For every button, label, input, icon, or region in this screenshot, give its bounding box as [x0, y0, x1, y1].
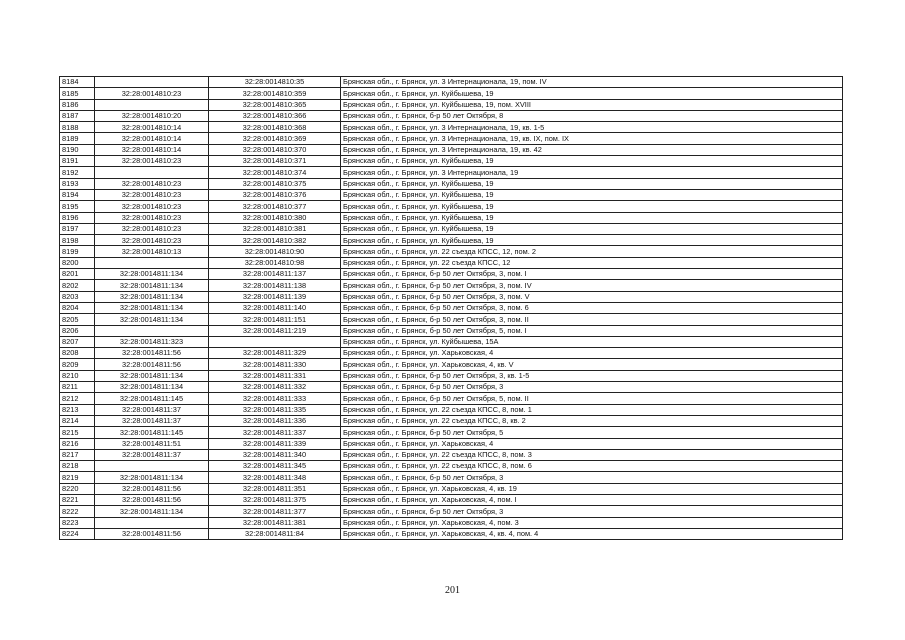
- row-number-cell: 8196: [60, 212, 95, 223]
- table-row: [60, 302, 843, 313]
- table-row: [60, 506, 843, 517]
- row-number-cell: 8214: [60, 415, 95, 426]
- table-row: [60, 438, 843, 449]
- address-cell: Брянская обл., г. Брянск, б-р 50 лет Октября, 3: [341, 382, 843, 393]
- row-number-cell: 8191: [60, 156, 95, 167]
- address-cell: Брянская обл., г. Брянск, ул. 22 съезда КПСС, 12: [341, 257, 843, 268]
- row-number-cell: 8212: [60, 393, 95, 404]
- address-cell: Брянская обл., г. Брянск, ул. 22 съезда КПСС, 8, кв. 2: [341, 415, 843, 426]
- row-number-cell: 8205: [60, 314, 95, 325]
- parcel-number-cell: [95, 99, 209, 110]
- row-number-cell: 8188: [60, 122, 95, 133]
- table-row: [60, 201, 843, 212]
- object-number-cell: 32:28:0014811:335: [209, 404, 341, 415]
- row-number-cell: 8204: [60, 302, 95, 313]
- address-cell: Брянская обл., г. Брянск, ул. 3 Интернационала, 19, пом. IV: [341, 77, 843, 88]
- table-row: [60, 88, 843, 99]
- address-cell: Брянская обл., г. Брянск, б-р 50 лет Октября, 8: [341, 110, 843, 121]
- row-number-cell: 8185: [60, 88, 95, 99]
- object-number-cell: 32:28:0014811:140: [209, 302, 341, 313]
- parcel-number-cell: [95, 517, 209, 528]
- parcel-number-cell: [95, 325, 209, 336]
- address-cell: Брянская обл., г. Брянск, б-р 50 лет Октября, 5, пом. II: [341, 393, 843, 404]
- object-number-cell: 32:28:0014811:381: [209, 517, 341, 528]
- object-number-cell: 32:28:0014811:351: [209, 483, 341, 494]
- table-row: [60, 257, 843, 268]
- row-number-cell: 8186: [60, 99, 95, 110]
- row-number-cell: 8218: [60, 461, 95, 472]
- object-number-cell: 32:28:0014811:340: [209, 449, 341, 460]
- object-number-cell: 32:28:0014810:365: [209, 99, 341, 110]
- address-cell: Брянская обл., г. Брянск, ул. Харьковская, 4, кв. 4, пом. 4: [341, 528, 843, 539]
- parcel-number-cell: 32:28:0014810:14: [95, 122, 209, 133]
- object-number-cell: 32:28:0014810:35: [209, 77, 341, 88]
- object-number-cell: 32:28:0014811:331: [209, 370, 341, 381]
- table-row: [60, 291, 843, 302]
- object-number-cell: 32:28:0014811:330: [209, 359, 341, 370]
- table-row: [60, 415, 843, 426]
- parcel-number-cell: 32:28:0014811:134: [95, 370, 209, 381]
- parcel-number-cell: 32:28:0014810:23: [95, 178, 209, 189]
- row-number-cell: 8201: [60, 269, 95, 280]
- object-number-cell: 32:28:0014810:380: [209, 212, 341, 223]
- row-number-cell: 8199: [60, 246, 95, 257]
- object-number-cell: 32:28:0014810:359: [209, 88, 341, 99]
- parcel-number-cell: 32:28:0014811:56: [95, 348, 209, 359]
- address-cell: Брянская обл., г. Брянск, б-р 50 лет Октября, 3: [341, 472, 843, 483]
- table-row: [60, 359, 843, 370]
- table-row: [60, 461, 843, 472]
- parcel-number-cell: 32:28:0014810:13: [95, 246, 209, 257]
- object-number-cell: 32:28:0014810:366: [209, 110, 341, 121]
- object-number-cell: 32:28:0014811:219: [209, 325, 341, 336]
- address-cell: Брянская обл., г. Брянск, ул. Куйбышева, 19: [341, 201, 843, 212]
- address-cell: Брянская обл., г. Брянск, ул. Куйбышева, 19, пом. XVIII: [341, 99, 843, 110]
- object-number-cell: 32:28:0014810:90: [209, 246, 341, 257]
- object-number-cell: 32:28:0014811:84: [209, 528, 341, 539]
- parcel-number-cell: 32:28:0014811:56: [95, 359, 209, 370]
- object-number-cell: [209, 336, 341, 347]
- row-number-cell: 8207: [60, 336, 95, 347]
- row-number-cell: 8209: [60, 359, 95, 370]
- row-number-cell: 8211: [60, 382, 95, 393]
- address-cell: Брянская обл., г. Брянск, ул. 22 съезда КПСС, 8, пом. 6: [341, 461, 843, 472]
- parcel-number-cell: 32:28:0014811:134: [95, 506, 209, 517]
- parcel-number-cell: 32:28:0014811:56: [95, 528, 209, 539]
- object-number-cell: 32:28:0014811:337: [209, 427, 341, 438]
- table-row: [60, 144, 843, 155]
- parcel-number-cell: 32:28:0014811:134: [95, 269, 209, 280]
- row-number-cell: 8206: [60, 325, 95, 336]
- table-row: [60, 77, 843, 88]
- table-row: [60, 223, 843, 234]
- object-number-cell: 32:28:0014810:375: [209, 178, 341, 189]
- address-cell: Брянская обл., г. Брянск, ул. 22 съезда КПСС, 8, пом. 1: [341, 404, 843, 415]
- table-row: [60, 494, 843, 505]
- parcel-number-cell: 32:28:0014811:37: [95, 404, 209, 415]
- table-row: [60, 370, 843, 381]
- row-number-cell: 8224: [60, 528, 95, 539]
- table-row: [60, 246, 843, 257]
- object-number-cell: 32:28:0014811:137: [209, 269, 341, 280]
- row-number-cell: 8210: [60, 370, 95, 381]
- address-cell: Брянская обл., г. Брянск, ул. Куйбышева, 19: [341, 235, 843, 246]
- address-cell: Брянская обл., г. Брянск, ул. Куйбышева, 19: [341, 88, 843, 99]
- object-number-cell: 32:28:0014811:339: [209, 438, 341, 449]
- parcel-number-cell: [95, 461, 209, 472]
- parcel-number-cell: 32:28:0014810:23: [95, 201, 209, 212]
- address-cell: Брянская обл., г. Брянск, б-р 50 лет Октября, 3, пом. V: [341, 291, 843, 302]
- object-number-cell: 32:28:0014811:329: [209, 348, 341, 359]
- table-body: [60, 77, 843, 540]
- table-row: [60, 472, 843, 483]
- parcel-number-cell: 32:28:0014811:51: [95, 438, 209, 449]
- table-row: [60, 178, 843, 189]
- object-number-cell: 32:28:0014810:368: [209, 122, 341, 133]
- object-number-cell: 32:28:0014811:138: [209, 280, 341, 291]
- table-row: [60, 449, 843, 460]
- parcel-number-cell: 32:28:0014811:56: [95, 494, 209, 505]
- table-row: [60, 348, 843, 359]
- row-number-cell: 8193: [60, 178, 95, 189]
- object-number-cell: 32:28:0014810:98: [209, 257, 341, 268]
- object-number-cell: 32:28:0014810:381: [209, 223, 341, 234]
- object-number-cell: 32:28:0014810:369: [209, 133, 341, 144]
- parcel-number-cell: 32:28:0014811:134: [95, 314, 209, 325]
- parcel-number-cell: 32:28:0014810:23: [95, 88, 209, 99]
- parcel-number-cell: 32:28:0014810:23: [95, 189, 209, 200]
- address-cell: Брянская обл., г. Брянск, ул. Куйбышева, 15А: [341, 336, 843, 347]
- parcel-number-cell: [95, 167, 209, 178]
- row-number-cell: 8220: [60, 483, 95, 494]
- parcel-number-cell: 32:28:0014811:37: [95, 415, 209, 426]
- row-number-cell: 8197: [60, 223, 95, 234]
- object-number-cell: 32:28:0014811:345: [209, 461, 341, 472]
- table-row: [60, 122, 843, 133]
- address-cell: Брянская обл., г. Брянск, ул. 22 съезда КПСС, 12, пом. 2: [341, 246, 843, 257]
- object-number-cell: 32:28:0014811:139: [209, 291, 341, 302]
- parcel-number-cell: 32:28:0014810:23: [95, 212, 209, 223]
- parcel-number-cell: 32:28:0014810:23: [95, 223, 209, 234]
- object-number-cell: 32:28:0014811:332: [209, 382, 341, 393]
- table-row: [60, 404, 843, 415]
- address-cell: Брянская обл., г. Брянск, б-р 50 лет Октября, 3: [341, 506, 843, 517]
- table-row: [60, 235, 843, 246]
- row-number-cell: 8208: [60, 348, 95, 359]
- row-number-cell: 8215: [60, 427, 95, 438]
- parcel-number-cell: 32:28:0014811:56: [95, 483, 209, 494]
- table-row: [60, 156, 843, 167]
- row-number-cell: 8219: [60, 472, 95, 483]
- address-cell: Брянская обл., г. Брянск, ул. Харьковская, 4: [341, 348, 843, 359]
- address-cell: Брянская обл., г. Брянск, ул. Куйбышева, 19: [341, 156, 843, 167]
- object-number-cell: 32:28:0014811:348: [209, 472, 341, 483]
- row-number-cell: 8192: [60, 167, 95, 178]
- address-cell: Брянская обл., г. Брянск, ул. Харьковская, 4, кв. 19: [341, 483, 843, 494]
- parcel-number-cell: 32:28:0014810:14: [95, 133, 209, 144]
- parcel-number-cell: 32:28:0014811:134: [95, 382, 209, 393]
- parcel-number-cell: 32:28:0014811:323: [95, 336, 209, 347]
- table-row: [60, 133, 843, 144]
- object-number-cell: 32:28:0014811:336: [209, 415, 341, 426]
- table-row: [60, 280, 843, 291]
- address-cell: Брянская обл., г. Брянск, ул. 3 Интернационала, 19: [341, 167, 843, 178]
- row-number-cell: 8202: [60, 280, 95, 291]
- row-number-cell: 8216: [60, 438, 95, 449]
- object-number-cell: 32:28:0014811:333: [209, 393, 341, 404]
- table-row: [60, 382, 843, 393]
- object-number-cell: 32:28:0014811:151: [209, 314, 341, 325]
- address-cell: Брянская обл., г. Брянск, ул. Куйбышева, 19: [341, 178, 843, 189]
- parcel-number-cell: 32:28:0014811:145: [95, 393, 209, 404]
- table-row: [60, 314, 843, 325]
- object-number-cell: 32:28:0014811:377: [209, 506, 341, 517]
- table-row: [60, 393, 843, 404]
- parcel-number-cell: 32:28:0014811:37: [95, 449, 209, 460]
- parcel-number-cell: 32:28:0014811:145: [95, 427, 209, 438]
- table-row: [60, 528, 843, 539]
- address-cell: Брянская обл., г. Брянск, ул. 3 Интернационала, 19, кв. IX, пом. IX: [341, 133, 843, 144]
- address-cell: Брянская обл., г. Брянск, ул. 3 Интернационала, 19, кв. 1-5: [341, 122, 843, 133]
- address-cell: Брянская обл., г. Брянск, ул. Харьковская, 4, пом. 3: [341, 517, 843, 528]
- address-cell: Брянская обл., г. Брянск, б-р 50 лет Октября, 3, пом. 6: [341, 302, 843, 313]
- row-number-cell: 8221: [60, 494, 95, 505]
- parcel-number-cell: 32:28:0014811:134: [95, 291, 209, 302]
- row-number-cell: 8194: [60, 189, 95, 200]
- address-cell: Брянская обл., г. Брянск, ул. Харьковская, 4, пом. I: [341, 494, 843, 505]
- parcel-number-cell: 32:28:0014810:14: [95, 144, 209, 155]
- row-number-cell: 8184: [60, 77, 95, 88]
- table-row: [60, 483, 843, 494]
- object-number-cell: 32:28:0014810:376: [209, 189, 341, 200]
- row-number-cell: 8187: [60, 110, 95, 121]
- object-number-cell: 32:28:0014810:382: [209, 235, 341, 246]
- row-number-cell: 8203: [60, 291, 95, 302]
- table-row: [60, 167, 843, 178]
- parcel-number-cell: 32:28:0014811:134: [95, 472, 209, 483]
- table-row: [60, 212, 843, 223]
- row-number-cell: 8189: [60, 133, 95, 144]
- row-number-cell: 8200: [60, 257, 95, 268]
- address-cell: Брянская обл., г. Брянск, б-р 50 лет Октября, 3, кв. 1-5: [341, 370, 843, 381]
- table-row: [60, 189, 843, 200]
- address-cell: Брянская обл., г. Брянск, ул. Куйбышева, 19: [341, 212, 843, 223]
- object-number-cell: 32:28:0014810:374: [209, 167, 341, 178]
- address-cell: Брянская обл., г. Брянск, ул. Харьковская, 4: [341, 438, 843, 449]
- row-number-cell: 8223: [60, 517, 95, 528]
- parcel-number-cell: [95, 257, 209, 268]
- address-cell: Брянская обл., г. Брянск, б-р 50 лет Октября, 3, пом. II: [341, 314, 843, 325]
- object-number-cell: 32:28:0014810:370: [209, 144, 341, 155]
- address-cell: Брянская обл., г. Брянск, ул. Харьковская, 4, кв. V: [341, 359, 843, 370]
- address-cell: Брянская обл., г. Брянск, б-р 50 лет Октября, 3, пом. I: [341, 269, 843, 280]
- address-cell: Брянская обл., г. Брянск, ул. 3 Интернационала, 19, кв. 42: [341, 144, 843, 155]
- row-number-cell: 8190: [60, 144, 95, 155]
- parcel-number-cell: 32:28:0014811:134: [95, 280, 209, 291]
- address-cell: Брянская обл., г. Брянск, б-р 50 лет Октября, 5: [341, 427, 843, 438]
- row-number-cell: 8198: [60, 235, 95, 246]
- table-row: [60, 99, 843, 110]
- table-row: [60, 325, 843, 336]
- parcel-number-cell: 32:28:0014811:134: [95, 302, 209, 313]
- address-cell: Брянская обл., г. Брянск, ул. 22 съезда КПСС, 8, пом. 3: [341, 449, 843, 460]
- table-row: [60, 427, 843, 438]
- address-cell: Брянская обл., г. Брянск, ул. Куйбышева, 19: [341, 223, 843, 234]
- table-row: [60, 269, 843, 280]
- table-row: [60, 517, 843, 528]
- address-cell: Брянская обл., г. Брянск, б-р 50 лет Октября, 5, пом. I: [341, 325, 843, 336]
- parcel-number-cell: 32:28:0014810:23: [95, 235, 209, 246]
- address-cell: Брянская обл., г. Брянск, ул. Куйбышева, 19: [341, 189, 843, 200]
- parcel-number-cell: 32:28:0014810:23: [95, 156, 209, 167]
- row-number-cell: 8195: [60, 201, 95, 212]
- row-number-cell: 8217: [60, 449, 95, 460]
- table-row: [60, 336, 843, 347]
- row-number-cell: 8213: [60, 404, 95, 415]
- address-cell: Брянская обл., г. Брянск, б-р 50 лет Октября, 3, пом. IV: [341, 280, 843, 291]
- object-number-cell: 32:28:0014810:371: [209, 156, 341, 167]
- cadastral-table: [59, 76, 843, 540]
- table-row: [60, 110, 843, 121]
- parcel-number-cell: [95, 77, 209, 88]
- object-number-cell: 32:28:0014810:377: [209, 201, 341, 212]
- parcel-number-cell: 32:28:0014810:20: [95, 110, 209, 121]
- page-number: 201: [445, 585, 460, 596]
- row-number-cell: 8222: [60, 506, 95, 517]
- object-number-cell: 32:28:0014811:375: [209, 494, 341, 505]
